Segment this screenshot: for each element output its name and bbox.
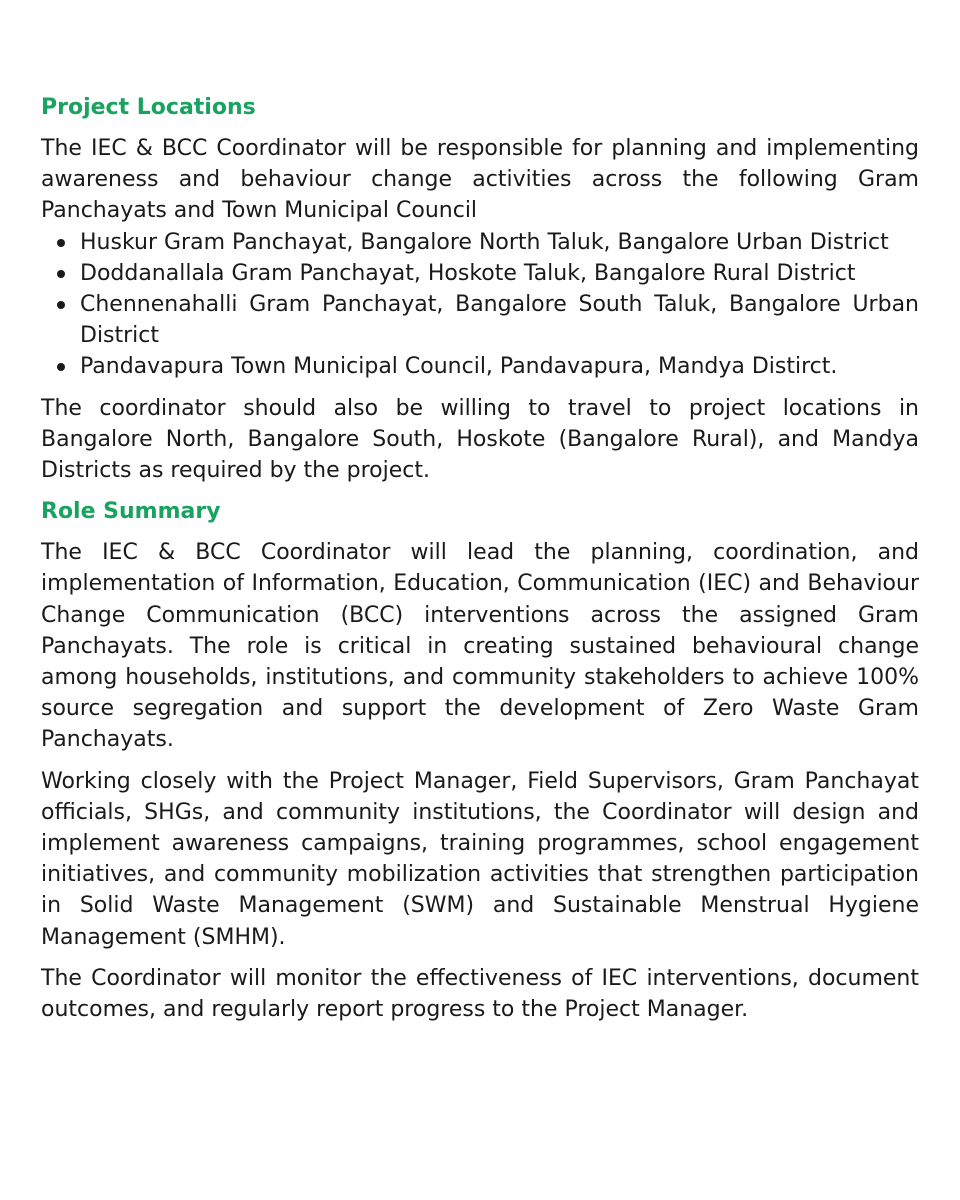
list-item <box>41 351 919 382</box>
bullet-icon <box>57 363 65 371</box>
project-locations-heading: Project Locations <box>41 95 256 120</box>
role-summary-heading: Role Summary <box>41 499 221 525</box>
list-item <box>41 227 919 258</box>
bullet-icon <box>57 270 65 278</box>
locations-intro: The IEC & BCC Coordinator will be responsible for planning and implementing awareness and behaviour change activities across the following Gram Panchayats and Town Municipal Council <box>41 136 919 224</box>
list-item-text: Huskur Gram Panchayat, Bangalore North Taluk, Bangalore Urban District <box>80 229 889 255</box>
list-item <box>41 258 919 289</box>
role-paragraph-2: Working closely with the Project Manager, Field Supervisors, Gram Panchayat officials, SHGs, and community institutions, the Coordinator will design and implement awareness campaigns, training programmes, school engagement initiatives, and community mobilization activities that strengthen participation in Solid Waste Management (SWM) and Sustainable Menstrual Hygiene Management (SMHM). <box>41 768 919 950</box>
list-item-text: Chennenahalli Gram Panchayat, Bangalore South Taluk, Bangalore Urban District <box>80 292 919 349</box>
list-item <box>41 289 919 351</box>
list-item-text: Pandavapura Town Municipal Council, Pandavapura, Mandya Distirct. <box>80 354 838 380</box>
list-item-text: Doddanallala Gram Panchayat, Hoskote Taluk, Bangalore Rural District <box>80 260 856 286</box>
role-paragraph-3: The Coordinator will monitor the effectiveness of IEC interventions, document outcomes, and regularly report progress to the Project Manager. <box>41 965 919 1023</box>
role-paragraph-1: The IEC & BCC Coordinator will lead the planning, coordination, and implementation of Information, Education, Communication (IEC) and Behaviour Change Communication (BCC) interventions across the assigned Gram Panchayats. The role is critical in creating sustained behavioural change among households, institutions, and community stakeholders to achieve 100% source segregation and support the development of Zero Waste Gram Panchayats. <box>41 540 919 753</box>
document-page <box>41 92 919 1025</box>
travel-note: The coordinator should also be willing to travel to project locations in Bangalore North, Bangalore South, Hoskote (Bangalore Rural), and Mandya Districts as required by the project. <box>41 395 919 484</box>
bullet-icon <box>57 239 65 247</box>
locations-list <box>41 227 919 383</box>
bullet-icon <box>57 301 65 309</box>
